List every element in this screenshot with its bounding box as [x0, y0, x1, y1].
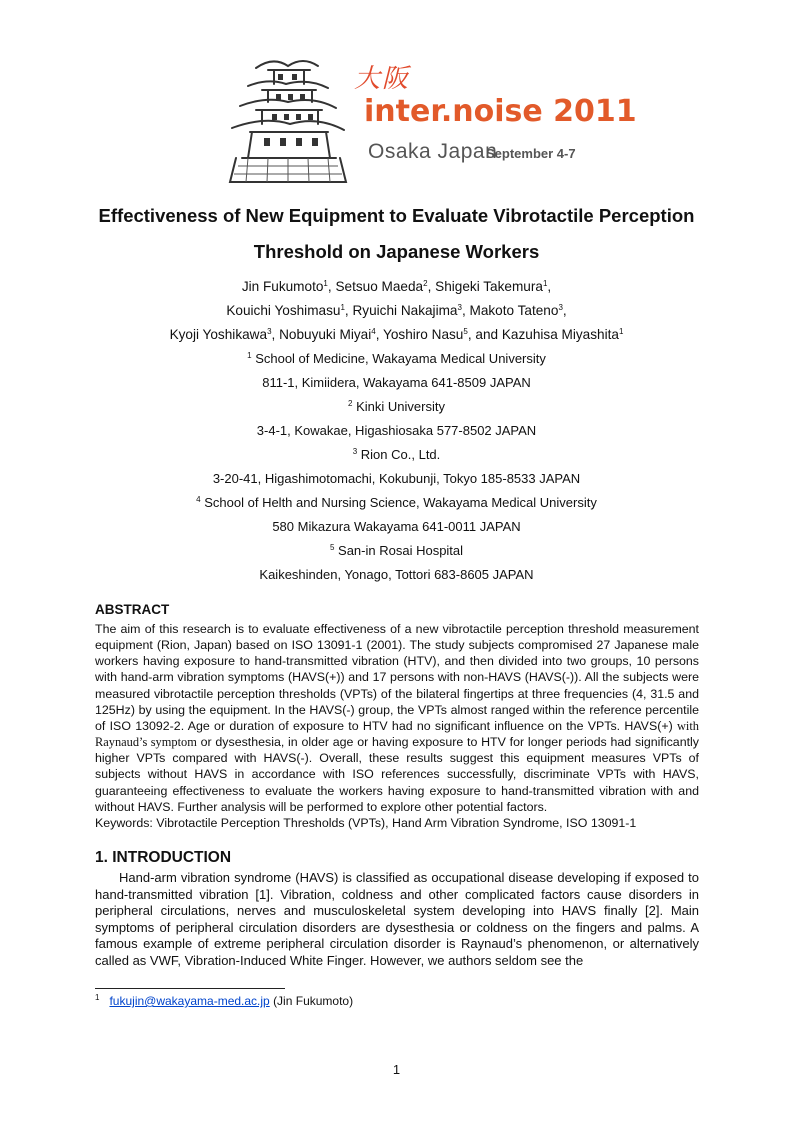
author-affiliation-marker: 1: [542, 279, 548, 288]
osaka-castle-icon: [218, 50, 358, 190]
author-affiliation-marker: 3: [457, 303, 462, 312]
affiliation-3: [0, 447, 793, 463]
affiliation-5-name: San-in Rosai Hospital: [338, 543, 464, 558]
author-name: Shigeki Takemura: [435, 279, 543, 294]
abstract-heading: ABSTRACT: [95, 602, 170, 617]
affiliation-1-name: School of Medicine, Wakayama Medical University: [255, 351, 546, 366]
affiliation-1-address: 811-1, Kimiidera, Wakayama 641-8509 JAPAN: [262, 375, 531, 390]
author-separator: ,: [461, 303, 470, 318]
affiliation-2-address: 3-4-1, Kowakae, Higashiosaka 577-8502 JAPAN: [256, 423, 537, 438]
affiliation-1-marker: 1: [247, 351, 252, 360]
author-separator: ,: [375, 327, 384, 342]
author-affiliation-marker: 3: [558, 303, 563, 312]
logo-place: Osaka Japan: [368, 140, 498, 163]
author-name: Yoshiro Nasu: [383, 327, 464, 342]
affiliation-2-name: Kinki University: [356, 399, 445, 414]
footnote-marker: 1: [95, 993, 100, 1002]
author-name: Kouichi Yoshimasu: [226, 303, 341, 318]
author-separator: ,: [547, 279, 552, 294]
affiliation-3-name: Rion Co., Ltd.: [360, 447, 441, 462]
author-line-2: [0, 303, 793, 319]
author-affiliation-marker: 1: [323, 279, 328, 288]
footnote-email-link[interactable]: fukujin@wakayama-med.ac.jp: [109, 994, 270, 1008]
paper-title-line-2: Threshold on Japanese Workers: [253, 241, 540, 262]
abstract-body: [95, 621, 699, 831]
affiliation-3-address: 3-20-41, Higashimotomachi, Kokubunji, Tokyo 185-8533 JAPAN: [212, 471, 581, 486]
footnote-author-name: (Jin Fukumoto): [273, 994, 354, 1008]
author-affiliation-marker: 2: [423, 279, 428, 288]
logo-date: September 4-7: [486, 146, 576, 161]
author-name: Nobuyuki Miyai: [279, 327, 372, 342]
author-affiliation-marker: 1: [340, 303, 345, 312]
abstract-text-part-1: The aim of this research is to evaluate effectiveness of a new vibrotactile perception threshold measurement equipment (Rion, Japan) based on ISO 13091-1 (2001). The study subjects compromised 27 Japanese male workers having exposure to hand-transmitted vibration (HTV), and then divided into two groups, 10 persons with hand-arm vibration symptoms (HAVS(+)) and 17 persons with non-HAVS (HAVS(-)). All the subjects were measured vibrotactile perception thresholds (VPTs) of the bilateral fingertips at three frequencies (4, 31.5 and 125Hz) by using the equipment. In the HAVS(-) group, the VPTs almost ranged within the reference percentile of ISO 13092-2. Age or duration of exposure to HTV had no significant influence on the VPTs. HAVS(+): [95, 622, 699, 733]
author-name: Kyoji Yoshikawa: [169, 327, 268, 342]
footnote-divider: [95, 988, 285, 989]
affiliation-3-marker: 3: [352, 447, 358, 456]
affiliation-1: [0, 351, 793, 367]
author-line-1: [0, 279, 793, 295]
author-name: Jin Fukumoto: [241, 279, 324, 294]
affiliation-5: [0, 543, 793, 559]
author-separator: ,: [344, 303, 353, 318]
footnote: [95, 994, 353, 1008]
conference-logo: [218, 50, 637, 200]
affiliation-5-address: Kaikeshinden, Yonago, Tottori 683-8605 JAPAN: [259, 567, 534, 582]
affiliation-4-marker: 4: [196, 495, 201, 504]
introduction-heading: 1. INTRODUCTION: [95, 849, 232, 866]
author-line-3: [0, 327, 793, 343]
abstract-text-part-2: or dysesthesia, in older age or having exposure to HTV for longer periods had significantly higher VPTs compared with HAVS(-). Overall, these results suggest this equipment measures VPTs of subjects without HAVS in accordance with ISO references successfully, discriminate VPTs with HAVS, guaranteeing effectiveness to evaluate the workers having exposure to hand-transmitted vibration with and without HAVS. Further analysis will be performed to explore other potential factors.: [95, 735, 699, 814]
introduction-text: Hand-arm vibration syndrome (HAVS) is classified as occupational disease developing if exposed to hand-transmitted vibration [1]. Vibration, coldness and other complicated factors cause disorders in peripheral circulations, nerves and musculoskeletal system developing into HAVS finally [2]. Main symptoms of peripheral circulation disorders are dysesthesia or coldness on the fingers and palms. A famous example of extreme peripheral circulation disorder is Raynaud’s phenomenon, or alternatively called as VWF, Vibration-Induced White Finger. However, we authors seldom see the: [95, 870, 699, 968]
author-name: Ryuichi Nakajima: [352, 303, 458, 318]
introduction-body: [95, 870, 699, 969]
author-affiliation-marker: 4: [371, 327, 376, 336]
author-name: Makoto Tateno: [469, 303, 559, 318]
affiliation-4-name: School of Helth and Nursing Science, Wakayama Medical University: [204, 495, 597, 510]
author-affiliation-marker: 5: [463, 327, 468, 336]
author-separator: ,: [271, 327, 280, 342]
page-number: 1: [392, 1062, 401, 1077]
author-separator: ,: [327, 279, 336, 294]
affiliation-4-address: 580 Mikazura Wakayama 641-0011 JAPAN: [272, 519, 521, 534]
author-affiliation-marker: 1: [618, 327, 624, 336]
author-name: Kazuhisa Miyashita: [501, 327, 619, 342]
author-affiliation-marker: 3: [267, 327, 272, 336]
abstract-text-serif: with Raynaud’s symptom: [95, 718, 699, 750]
author-separator: ,: [427, 279, 436, 294]
logo-kanji: 大阪: [354, 64, 411, 94]
logo-conference-name: inter.noise 2011: [364, 94, 637, 129]
abstract-keywords: Keywords: Vibrotactile Perception Thresholds (VPTs), Hand Arm Vibration Syndrome, ISO 13091-1: [95, 815, 637, 830]
affiliation-4: [0, 495, 793, 511]
author-separator: ,: [562, 303, 567, 318]
author-name: Setsuo Maeda: [335, 279, 424, 294]
affiliation-2-marker: 2: [348, 399, 353, 408]
affiliation-2: [0, 399, 793, 415]
affiliation-5-marker: 5: [329, 543, 335, 552]
paper-title-line-1: Effectiveness of New Equipment to Evaluate Vibrotactile Perception: [98, 205, 695, 226]
author-separator: , and: [467, 327, 502, 342]
